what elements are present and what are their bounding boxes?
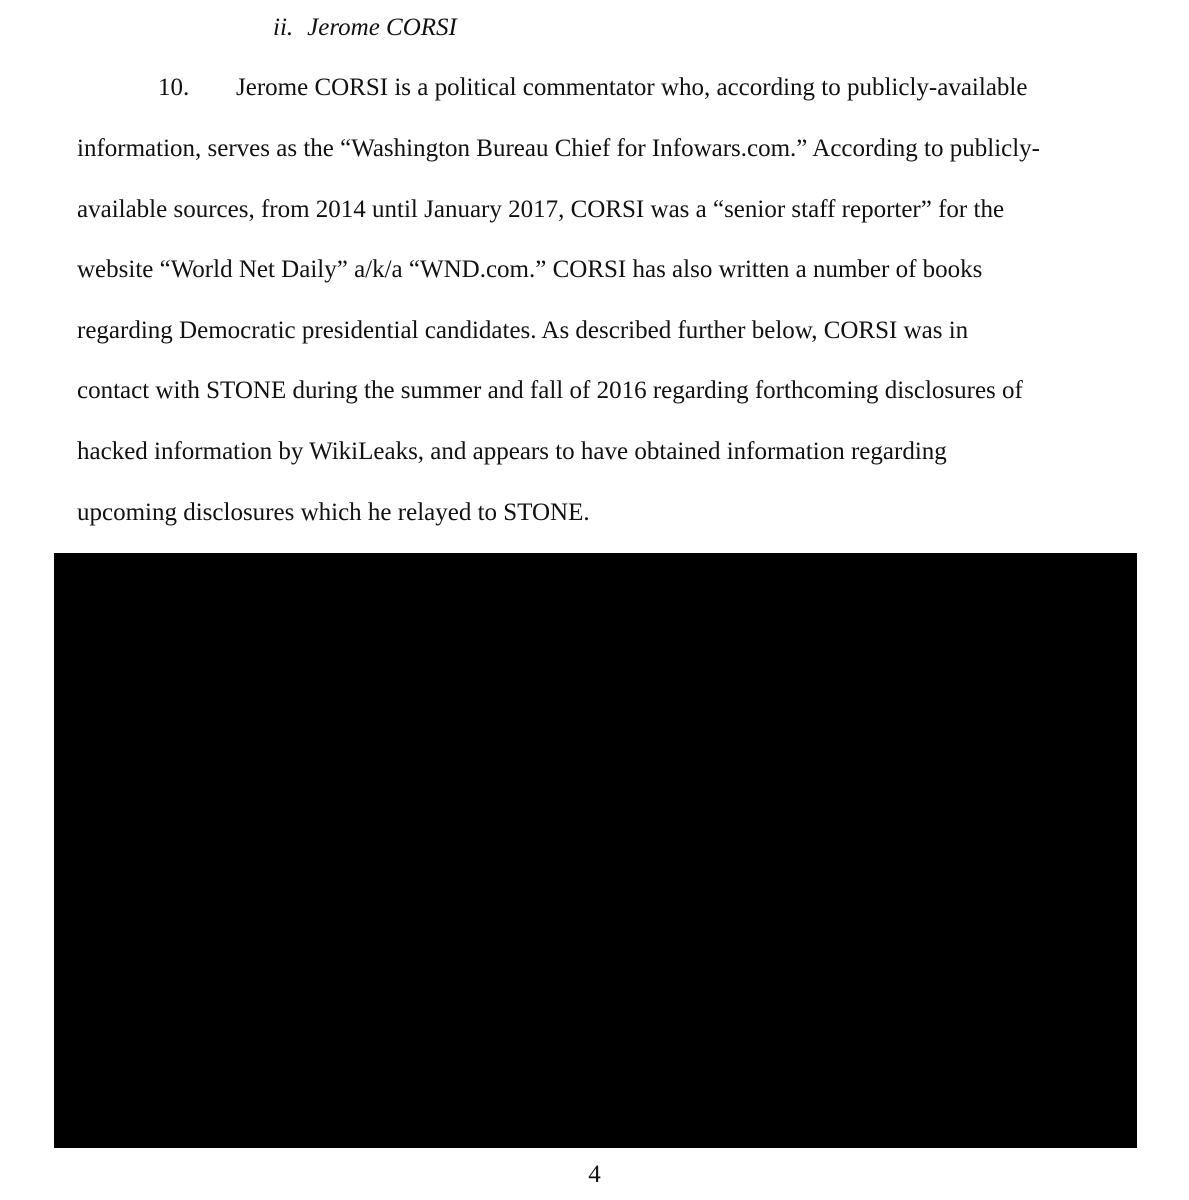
paragraph-line: information, serves as the “Washington Bureau Chief for Infowars.com.” According to publicly- (77, 135, 1041, 162)
section-number: ii. (273, 14, 294, 41)
paragraph-line: website “World Net Daily” a/k/a “WND.com.” CORSI has also written a number of books (77, 256, 983, 283)
redaction-block (54, 553, 1137, 1148)
paragraph-line: available sources, from 2014 until January 2017, CORSI was a “senior staff reporter” for the (77, 196, 1005, 223)
section-heading (273, 12, 457, 44)
paragraph-line: hacked information by WikiLeaks, and appears to have obtained information regarding (77, 438, 947, 465)
page-number: 4 (588, 1161, 601, 1188)
paragraph-number: 10. (158, 74, 190, 101)
section-title: Jerome CORSI (307, 14, 457, 41)
paragraph-line (158, 72, 1027, 104)
paragraph-line: contact with STONE during the summer and fall of 2016 regarding forthcoming disclosures of (77, 377, 1023, 404)
paragraph-line-text: Jerome CORSI is a political commentator who, according to publicly-available (236, 74, 1028, 101)
paragraph-line: upcoming disclosures which he relayed to STONE. (77, 499, 590, 526)
paragraph-line: regarding Democratic presidential candidates. As described further below, CORSI was in (77, 317, 969, 344)
